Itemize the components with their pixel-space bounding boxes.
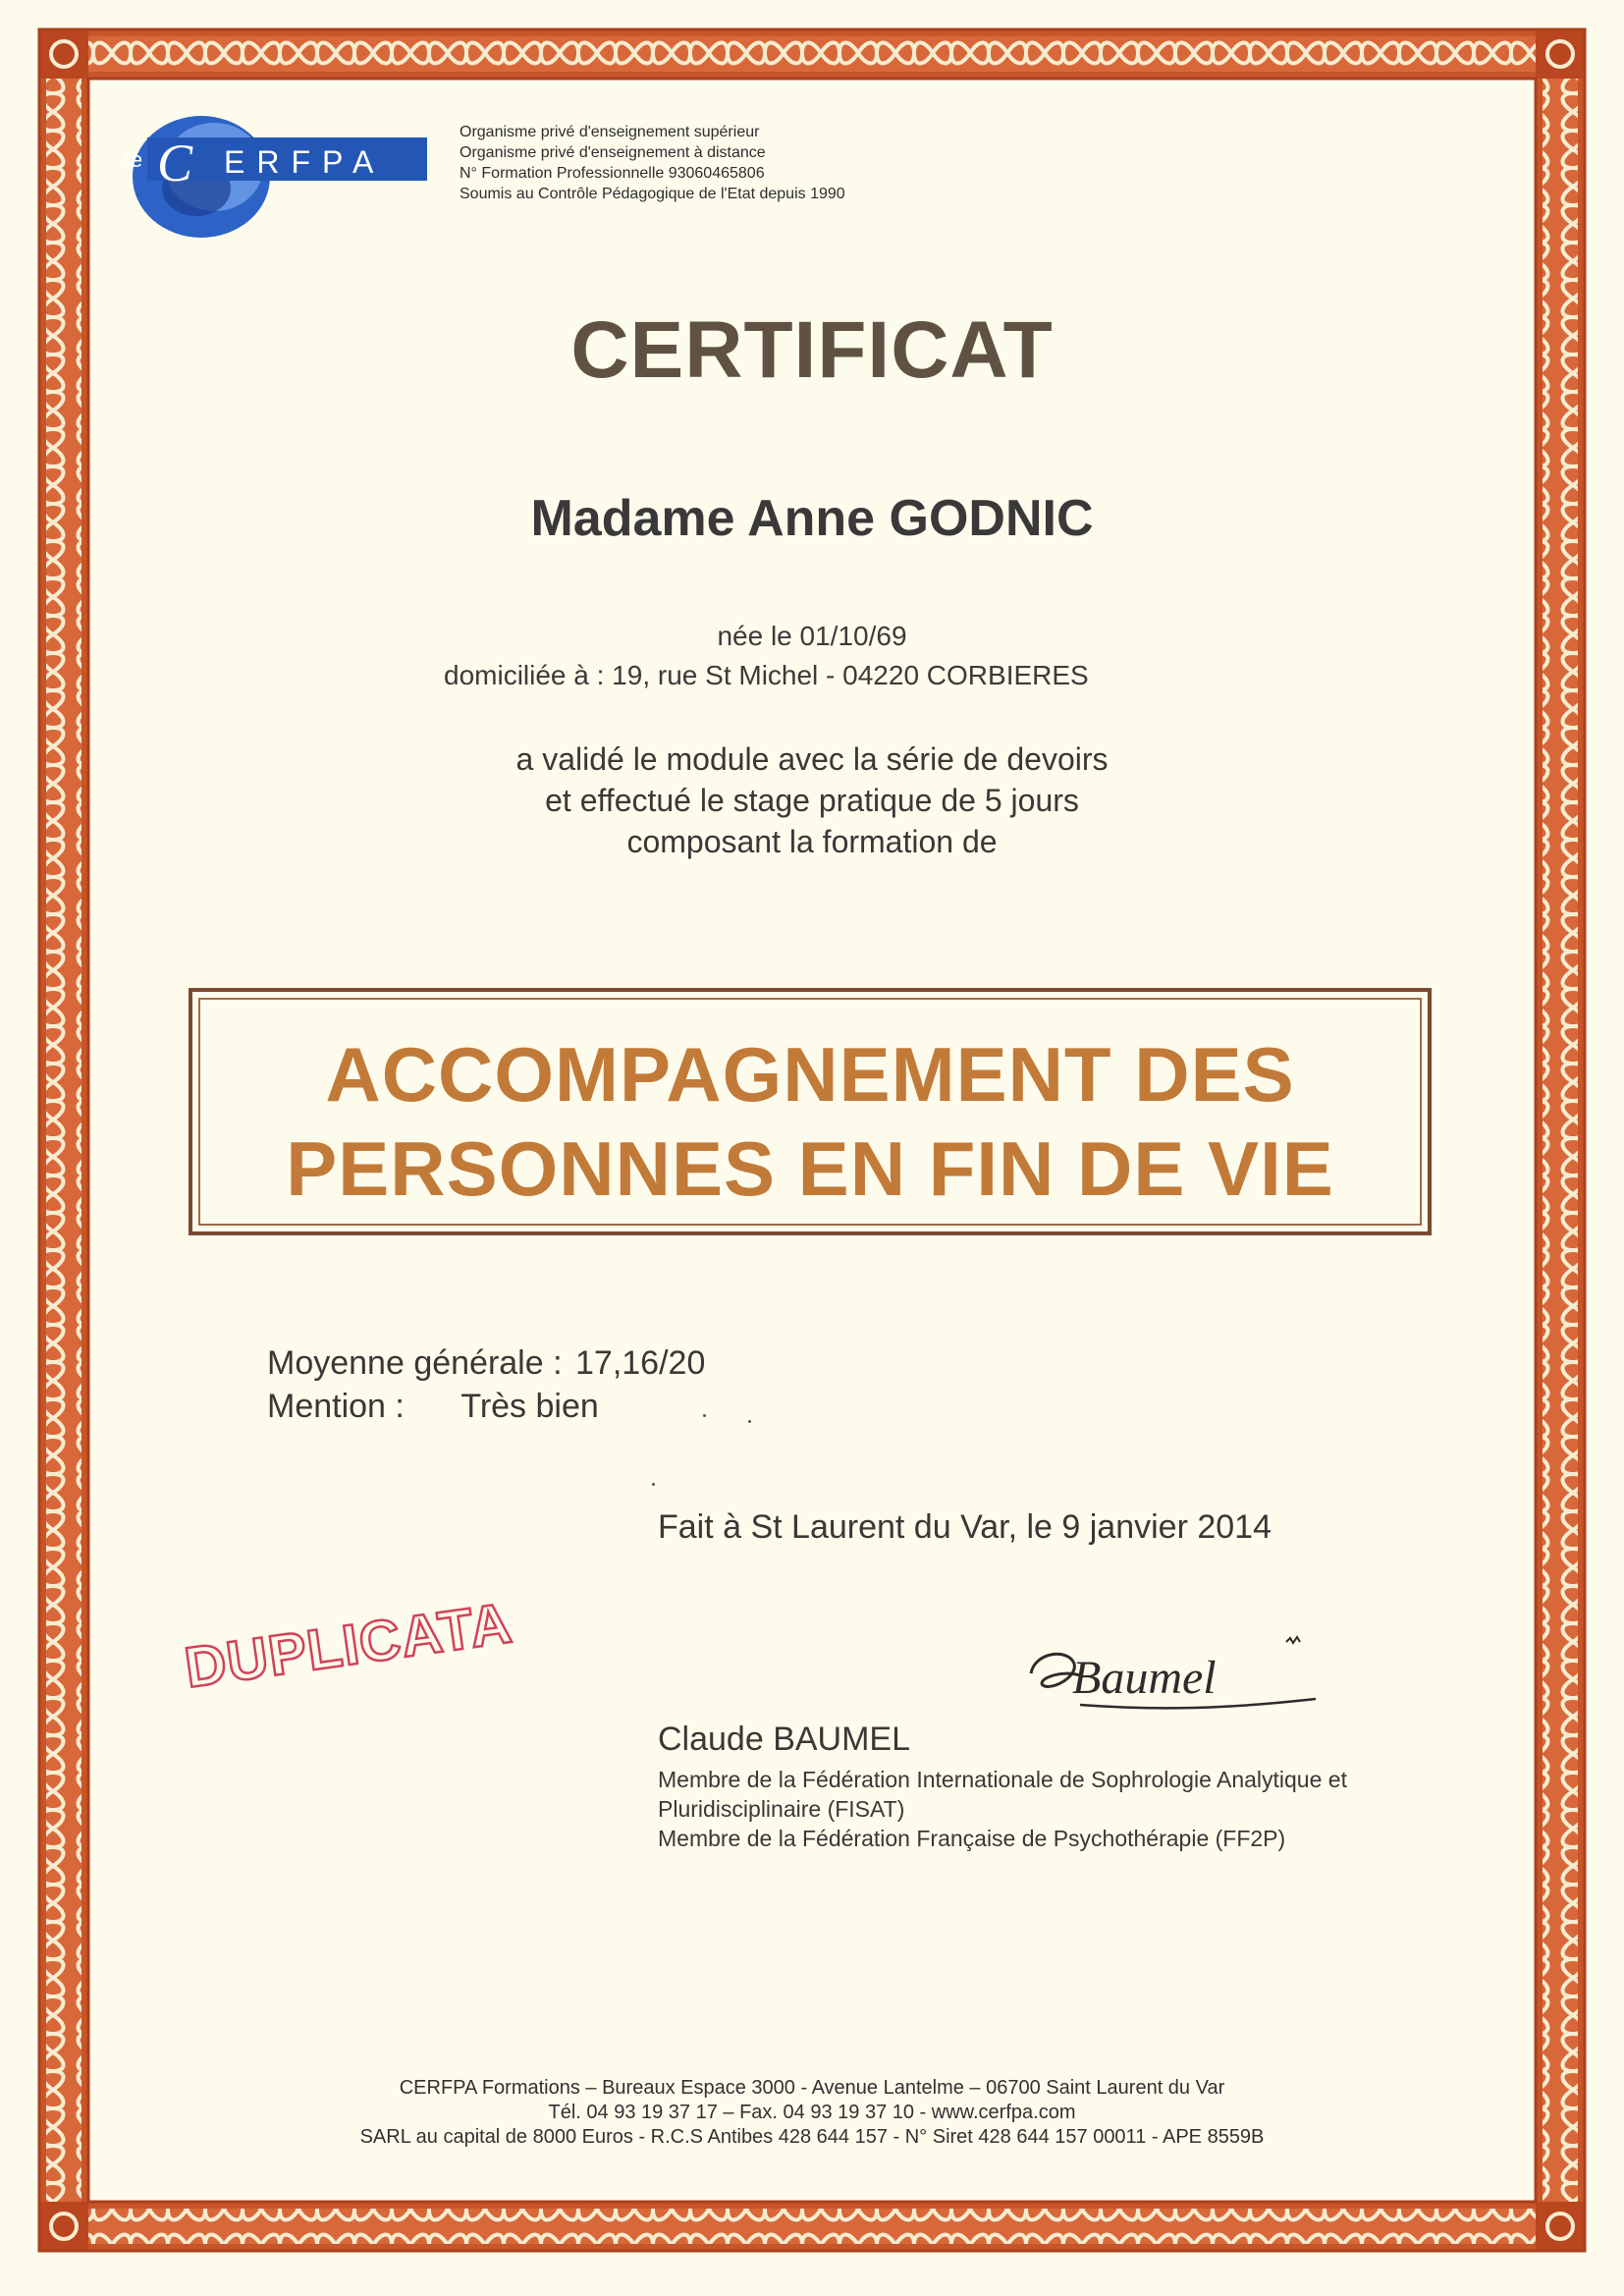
- grade-value: 17,16/20: [575, 1344, 706, 1382]
- mention-row: [267, 1385, 705, 1428]
- recipient-name: Madame Anne GODNIC: [530, 490, 1094, 547]
- footer-line: CERFPA Formations – Bureaux Espace 3000 - Avenue Lantelme – 06700 Saint Laurent du Var: [399, 2077, 1225, 2099]
- validation-line: et effectué le stage pratique de 5 jours: [545, 783, 1079, 818]
- signer-affiliations: [658, 1765, 1347, 1853]
- mention-value: Très bien: [460, 1388, 599, 1425]
- organization-details: [460, 122, 1049, 204]
- signer-line: Membre de la Fédération Internationale de Sophrologie Analytique et: [658, 1767, 1347, 1792]
- recipient-address: domiciliée à : 19, rue St Michel - 04220 CORBIERES: [444, 660, 1089, 690]
- org-line: Soumis au Contrôle Pédagogique de l'Etat depuis 1990: [460, 186, 845, 202]
- signer-name: Claude BAUMEL: [658, 1721, 911, 1758]
- org-line: Organisme privé d'enseignement à distance: [460, 144, 766, 161]
- footer-line: SARL au capital de 8000 Euros - R.C.S Antibes 428 644 157 - N° Siret 428 644 157 00011 - APE 8559B: [359, 2126, 1265, 2148]
- grade-row: [267, 1341, 705, 1385]
- org-line: N° Formation Professionnelle 93060465806: [460, 165, 765, 182]
- course-title-line: ACCOMPAGNEMENT DES: [325, 1031, 1295, 1118]
- grade-label: Moyenne générale :: [267, 1344, 563, 1382]
- certificate-title: CERTIFICAT: [570, 305, 1054, 395]
- logo-letter-c: C: [157, 134, 193, 192]
- signer-line: Membre de la Fédération Française de Psychothérapie (FF2P): [658, 1826, 1286, 1851]
- course-title-line: PERSONNES EN FIN DE VIE: [286, 1125, 1334, 1212]
- logo-prefix: le: [126, 147, 143, 172]
- course-title: [192, 1027, 1428, 1216]
- birth-date: née le 01/10/69: [717, 621, 907, 651]
- footer: [0, 2076, 1624, 2150]
- course-box: [189, 988, 1432, 1235]
- validation-line: a validé le module avec la série de devoirs: [515, 741, 1109, 777]
- validation-line: composant la formation de: [626, 824, 998, 859]
- signature-text: Baumel: [1072, 1652, 1217, 1704]
- scan-speck: [652, 1483, 655, 1486]
- validation-statement: [0, 738, 1624, 862]
- org-line: Organisme privé d'enseignement supérieur: [460, 124, 760, 140]
- signer-block: [658, 1721, 1347, 1853]
- scan-speck: [703, 1414, 706, 1417]
- footer-line: Tél. 04 93 19 37 17 – Fax. 04 93 19 37 10 - www.cerfpa.com: [548, 2102, 1076, 2123]
- stamp-text: DUPLICATA: [181, 1591, 516, 1701]
- logo-wordmark: ERFPA: [224, 144, 386, 180]
- signer-line: Pluridisciplinaire (FISAT): [658, 1796, 905, 1822]
- duplicata-stamp: [173, 1585, 516, 1701]
- mention-label: Mention :: [267, 1388, 405, 1425]
- signature: [1021, 1630, 1335, 1728]
- scan-speck: [748, 1420, 751, 1423]
- grades: [267, 1341, 705, 1428]
- cerfpa-logo: [108, 98, 432, 246]
- place-and-date: Fait à St Laurent du Var, le 9 janvier 2014: [658, 1508, 1272, 1546]
